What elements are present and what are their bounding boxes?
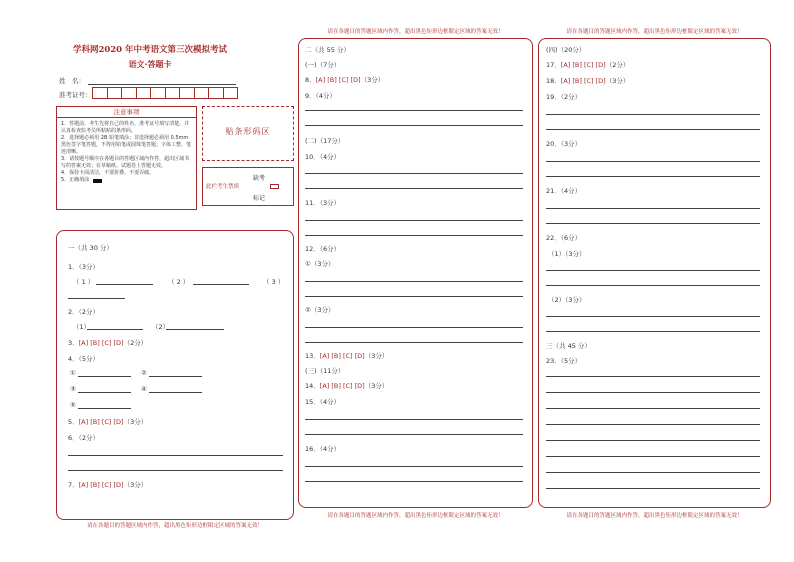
q12-part1-line-1[interactable] xyxy=(305,281,523,282)
q11-answer-line-2[interactable] xyxy=(305,235,523,236)
q3-options[interactable]: [A] [B] [C] [D] xyxy=(78,339,124,347)
q8-row xyxy=(305,75,384,84)
col2-warning-top: 请在各题目的答题区域内作答，超出黑色矩形边框限定区域的答案无效！ xyxy=(327,29,504,35)
notice-item: 2．选择题必须用 2B 铅笔填涂；非选择题必须用 0.5mm 黑色签字笔答题，不得用铅笔或圆珠笔答题；字体工整、笔迹清晰。 xyxy=(61,135,192,155)
q14-row xyxy=(305,381,388,390)
q17-number: 17． xyxy=(546,61,561,69)
section-three-panel xyxy=(538,38,771,508)
q23-label: 23．（5分） xyxy=(546,357,582,365)
subsection-three: (三)（11分） xyxy=(305,367,345,375)
q20-answer-line-1[interactable] xyxy=(546,161,760,162)
q8-score: （3分） xyxy=(360,76,385,84)
q22-label: 22．（6分） xyxy=(546,234,582,242)
q1-blank-3[interactable] xyxy=(68,298,125,299)
q1-blank-2-label: （ 2 ） xyxy=(168,278,190,286)
q14-options[interactable]: [A] [B] [C] [D] xyxy=(319,382,365,390)
filled-example-mark xyxy=(93,179,102,183)
q4-blank-5[interactable] xyxy=(78,408,131,409)
subsection-two: (二)（17分） xyxy=(305,137,345,145)
q1-label: 1．（3分） xyxy=(68,263,100,271)
q18-row xyxy=(546,76,629,85)
q17-options[interactable]: [A] [B] [C] [D] xyxy=(560,61,606,69)
q5-number: 5． xyxy=(68,418,79,426)
col1-warning: 请在各题目的答题区域内作答，超出黑色矩形边框限定区域的答案无效！ xyxy=(86,523,263,529)
q16-answer-line-1[interactable] xyxy=(305,466,523,467)
q12-label: 12．（6分） xyxy=(305,245,341,253)
q7-number: 7． xyxy=(68,481,79,489)
q10-answer-line-1[interactable] xyxy=(305,173,523,174)
q21-answer-line-2[interactable] xyxy=(546,223,760,224)
q18-number: 18． xyxy=(546,77,561,85)
q20-label: 20．（3分） xyxy=(546,140,582,148)
q4-circle-4: ④ xyxy=(141,385,147,393)
q4-circle-1: ① xyxy=(70,369,76,377)
q6-label: 6．（2分） xyxy=(68,434,100,442)
q22-part2-line-1[interactable] xyxy=(546,316,760,317)
q13-row xyxy=(305,351,388,360)
q22-part2-line-2[interactable] xyxy=(546,331,760,332)
absent-checkbox[interactable] xyxy=(270,184,279,189)
q23-answer-line-4[interactable] xyxy=(546,424,760,425)
exam-subtitle: 语文·答题卡 xyxy=(128,60,172,69)
col3-warning-bottom: 请在各题目的答题区域内作答，超出黑色矩形边框限定区域的答案无效！ xyxy=(566,513,743,519)
barcode-label: 贴条形码区 xyxy=(225,127,271,136)
barcode-area xyxy=(202,106,294,161)
q4-label: 4．（5分） xyxy=(68,355,100,363)
absent-box xyxy=(202,167,294,206)
notice-item: 3．请按题号顺序在各题目的答题区域内作答，超出区域书写的答案无效；在草稿纸、试题卷上答题无效。 xyxy=(61,156,190,169)
notice-box xyxy=(56,106,197,210)
q7-options[interactable]: [A] [B] [C] [D] xyxy=(78,481,124,489)
q12-part2-line-1[interactable] xyxy=(305,327,523,328)
q4-circle-2: ② xyxy=(141,369,147,377)
q20-answer-line-2[interactable] xyxy=(546,176,760,177)
q17-row xyxy=(546,60,629,69)
q23-answer-line-7[interactable] xyxy=(546,472,760,473)
q15-answer-line-2[interactable] xyxy=(305,434,523,435)
absent-mark-label: 标记 xyxy=(253,195,266,202)
notice-item: 5．正确填涂 xyxy=(61,177,90,183)
subsection-one: (一)（7分） xyxy=(305,61,341,69)
q12-part1-line-2[interactable] xyxy=(305,296,523,297)
q5-options[interactable]: [A] [B] [C] [D] xyxy=(78,418,124,426)
q3-row xyxy=(68,338,147,347)
q19-answer-line-1[interactable] xyxy=(546,114,760,115)
q13-number: 13． xyxy=(305,352,320,360)
q13-options[interactable]: [A] [B] [C] [D] xyxy=(319,352,365,360)
q17-score: （2分） xyxy=(605,61,630,69)
q23-answer-line-6[interactable] xyxy=(546,456,760,457)
notice-title: 注意事项 xyxy=(57,107,196,118)
q23-answer-line-3[interactable] xyxy=(546,408,760,409)
q12-part-1: ①（3分） xyxy=(305,260,335,268)
q2-blank-2-label: （2） xyxy=(152,323,170,331)
q22-part1-line-2[interactable] xyxy=(546,285,760,286)
ticket-number-boxes[interactable] xyxy=(92,87,238,99)
q21-label: 21．（4分） xyxy=(546,187,582,195)
q16-answer-line-2[interactable] xyxy=(305,481,523,482)
notice-item: 1．答题前，考生先将自己的姓名，准考证号填写清楚，并认真检查监考员所粘贴的条形码。 xyxy=(61,121,190,134)
q23-answer-line-1[interactable] xyxy=(546,376,760,377)
absent-forbid-label: 此栏考生禁填 xyxy=(206,184,240,190)
q1-blank-3-label: （ 3 ） xyxy=(263,278,285,286)
q3-score: （2分） xyxy=(123,339,148,347)
q4-blank-2[interactable] xyxy=(149,376,202,377)
q1-blank-1-label: （ 1 ） xyxy=(73,278,95,286)
q2-blank-2[interactable] xyxy=(166,329,224,330)
q1-blank-1[interactable] xyxy=(96,284,153,285)
q13-score: （3分） xyxy=(364,352,389,360)
q10-label: 10．（4分） xyxy=(305,153,341,161)
q9-label: 9．（4分） xyxy=(305,92,337,100)
section-three-title: 三（共 45 分） xyxy=(546,342,591,350)
q5-row xyxy=(68,417,147,426)
section-two-panel xyxy=(298,38,533,508)
q2-label: 2．（2分） xyxy=(68,308,100,316)
q18-score: （3分） xyxy=(605,77,630,85)
q4-blank-4[interactable] xyxy=(149,392,202,393)
q7-score: （3分） xyxy=(123,481,148,489)
q3-number: 3． xyxy=(68,339,79,347)
ticket-label: 准考证号： xyxy=(59,91,92,99)
q23-answer-line-2[interactable] xyxy=(546,392,760,393)
q18-options[interactable]: [A] [B] [C] [D] xyxy=(560,77,606,85)
q16-label: 16．（4分） xyxy=(305,445,341,453)
q1-blank-2[interactable] xyxy=(193,284,249,285)
q15-answer-line-1[interactable] xyxy=(305,419,523,420)
q8-options[interactable]: [A] [B] [C] [D] xyxy=(315,76,361,84)
q22-part-2: （2）（3分） xyxy=(548,296,586,304)
q21-answer-line-1[interactable] xyxy=(546,208,760,209)
exam-title: 学科网2020 年中考语文第三次模拟考试 xyxy=(72,45,228,55)
q14-number: 14． xyxy=(305,382,320,390)
q9-answer-line-2[interactable] xyxy=(305,125,523,126)
section-one-panel xyxy=(56,230,294,520)
q2-blank-1-label: （1） xyxy=(73,323,91,331)
q11-label: 11．（3分） xyxy=(305,199,341,207)
q4-circle-3: ③ xyxy=(70,385,76,393)
col3-warning-top: 请在各题目的答题区域内作答，超出黑色矩形边框限定区域的答案无效！ xyxy=(566,29,743,35)
q22-part1-line-1[interactable] xyxy=(546,270,760,271)
q6-answer-line-2[interactable] xyxy=(68,470,283,471)
name-field[interactable] xyxy=(88,84,236,85)
q15-label: 15．（4分） xyxy=(305,398,341,406)
q8-number: 8． xyxy=(305,76,316,84)
section-one-title: 一（共 30 分） xyxy=(68,244,113,252)
q4-circle-5: ⑤ xyxy=(70,401,76,409)
q4-blank-1[interactable] xyxy=(78,376,131,377)
q22-part-1: （1）（3分） xyxy=(548,250,586,258)
q9-answer-line-1[interactable] xyxy=(305,110,523,111)
q2-blank-1[interactable] xyxy=(87,329,143,330)
q23-answer-line-8[interactable] xyxy=(546,488,760,489)
absent-label: 缺考 xyxy=(253,175,266,182)
q5-score: （3分） xyxy=(123,418,148,426)
q19-answer-line-2[interactable] xyxy=(546,129,760,130)
q23-answer-line-5[interactable] xyxy=(546,440,760,441)
name-label: 姓 名： xyxy=(59,77,85,85)
q4-blank-3[interactable] xyxy=(78,392,131,393)
q12-part2-line-2[interactable] xyxy=(305,342,523,343)
q11-answer-line-1[interactable] xyxy=(305,220,523,221)
q12-part-2: ②（3分） xyxy=(305,306,335,314)
q14-score: （3分） xyxy=(364,382,389,390)
q10-answer-line-2[interactable] xyxy=(305,188,523,189)
notice-item: 4．保持卡面清洁，不要折叠、不要弄破。 xyxy=(61,170,155,176)
q6-answer-line-1[interactable] xyxy=(68,455,283,456)
section-two-title: 二（共 55 分） xyxy=(305,46,350,54)
subsection-four: (四)（20分） xyxy=(546,46,586,54)
q19-label: 19．（2分） xyxy=(546,93,582,101)
q7-row xyxy=(68,480,147,489)
col2-warning-bottom: 请在各题目的答题区域内作答，超出黑色矩形边框限定区域的答案无效！ xyxy=(327,513,504,519)
